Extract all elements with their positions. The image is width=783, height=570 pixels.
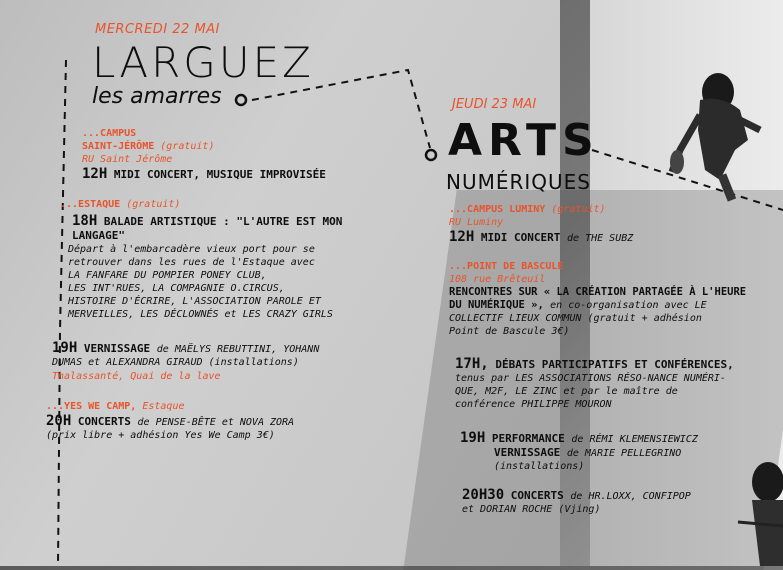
- debats-block: [455, 356, 775, 411]
- perf-line2: de MARIE PELLEGRINO: [566, 448, 682, 459]
- debats-event: DÉBATS PARTICIPATIFS ET CONFÉRENCES,: [495, 358, 734, 371]
- perf-time: 19H: [460, 430, 486, 446]
- day1-date: MERCREDI 22 MAI: [95, 22, 220, 37]
- debats-line1: tenus par LES ASSOCIATIONS RÉSO-NANCE NUMÉRI-: [455, 373, 726, 384]
- luminy-event: MIDI CONCERT: [480, 231, 561, 244]
- campus-name: SAINT-JÉRÔME: [82, 141, 155, 152]
- concerts-time: 20H30: [462, 487, 505, 503]
- estaque-desc-1: Départ à l'embarcadère vieux port pour se: [68, 244, 315, 255]
- campus-place: RU Saint Jérôme: [82, 154, 173, 165]
- bascule-rest2: COLLECTIF LIEUX COMMUN (gratuit + adhésion: [449, 313, 702, 324]
- luminy-time: 12H: [449, 229, 475, 245]
- vernissage-block: [52, 340, 382, 383]
- bascule-rest3: Point de Bascule 3€): [449, 326, 570, 337]
- luminy-label: ...CAMPUS LUMINY: [449, 204, 546, 215]
- estaque-block: [60, 198, 400, 321]
- vernissage-line2: DUMAS et ALEXANDRA GIRAUD (installations): [52, 357, 299, 368]
- estaque-event: BALADE ARTISTIQUE : "L'AUTRE EST MON: [103, 215, 343, 228]
- ywc-label: ...YES WE CAMP,: [46, 401, 137, 412]
- ywc-line2: (prix libre + adhésion Yes We Camp 3€): [46, 430, 275, 441]
- bascule-head2: DU NUMÉRIQUE »,: [449, 299, 544, 311]
- vernissage-place: Thalassanté, Quai de la lave: [52, 371, 221, 382]
- vernissage-line1: de MAËLYS REBUTTINI, YOHANN: [156, 344, 320, 355]
- bascule-rest1: en co-organisation avec LE: [550, 300, 707, 311]
- luminy-free: (gratuit): [551, 204, 606, 215]
- estaque-free: (gratuit): [126, 199, 181, 210]
- campus-label: ...CAMPUS: [82, 128, 137, 139]
- bascule-place: 108 rue Brêteuil: [449, 274, 546, 285]
- campus-stjerome-block: [82, 127, 326, 182]
- yeswecamp-block: [46, 400, 376, 442]
- campus-free: (gratuit): [160, 141, 215, 152]
- bascule-head1: RENCONTRES SUR « LA CRÉATION PARTAGÉE À L'HEURE: [449, 286, 747, 298]
- debats-line2: QUE, M2F, LE ZINC et par le maître de: [455, 386, 678, 397]
- perf-event: PERFORMANCE: [491, 432, 565, 445]
- perf-line3: (installations): [494, 461, 585, 472]
- debats-time: 17H,: [455, 356, 489, 372]
- perf-line1: de RÉMI KLEMENSIEWICZ: [571, 434, 698, 445]
- estaque-desc-2: retrouver dans les rues de l'Estaque avec: [68, 257, 315, 268]
- concerts-event: CONCERTS: [510, 489, 564, 502]
- estaque-time: 18H: [72, 213, 98, 229]
- vernissage-time: 19H: [52, 340, 78, 356]
- luminy-rest: de THE SUBZ: [567, 233, 634, 244]
- ywc-time: 20H: [46, 413, 72, 429]
- day2-title: ARTS: [448, 115, 600, 166]
- vernissage-label: VERNISSAGE: [83, 342, 151, 355]
- campus-event: MIDI CONCERT, MUSIQUE IMPROVISÉE: [113, 168, 326, 181]
- estaque-event-2: LANGAGE": [72, 229, 125, 242]
- concerts-line2: et DORIAN ROCHE (Vjing): [462, 504, 601, 515]
- performance-block: [460, 430, 760, 473]
- concerts-block: [462, 487, 762, 516]
- bascule-label: ...POINT DE BASCULE: [449, 261, 564, 272]
- debats-line3: conférence PHILIPPE MOURON: [455, 399, 612, 410]
- estaque-desc-5: HISTOIRE D'ÉCRIRE, L'ASSOCIATION PAROLE ET: [68, 296, 321, 307]
- luminy-block: [449, 203, 769, 245]
- day1-subtitle: les amarres: [92, 84, 222, 109]
- concerts-line1: de HR.LOXX, CONFIPOP: [570, 491, 691, 502]
- campus-time: 12H: [82, 166, 108, 182]
- ywc-line1: de PENSE-BÊTE et NOVA ZORA: [137, 417, 295, 428]
- estaque-label: ...ESTAQUE: [60, 199, 121, 210]
- perf-label2: VERNISSAGE: [494, 446, 561, 459]
- day1-title: LARGUEZ: [92, 38, 314, 87]
- ywc-sub: Estaque: [142, 401, 185, 412]
- luminy-place: RU Luminy: [449, 217, 504, 228]
- estaque-desc-6: MERVEILLES, LES DÉCLOWNÉS et LES CRAZY GIRLS: [68, 309, 333, 320]
- bascule-block: [449, 260, 779, 338]
- day2-date: JEUDI 23 MAI: [452, 97, 537, 112]
- estaque-desc-3: LA FANFARE DU POMPIER PONEY CLUB,: [68, 270, 267, 281]
- ywc-event: CONCERTS: [77, 415, 131, 428]
- estaque-desc-4: LES INT'RUES, LA COMPAGNIE O.CIRCUS,: [68, 283, 285, 294]
- day2-subtitle: NUMÉRIQUES: [446, 170, 591, 194]
